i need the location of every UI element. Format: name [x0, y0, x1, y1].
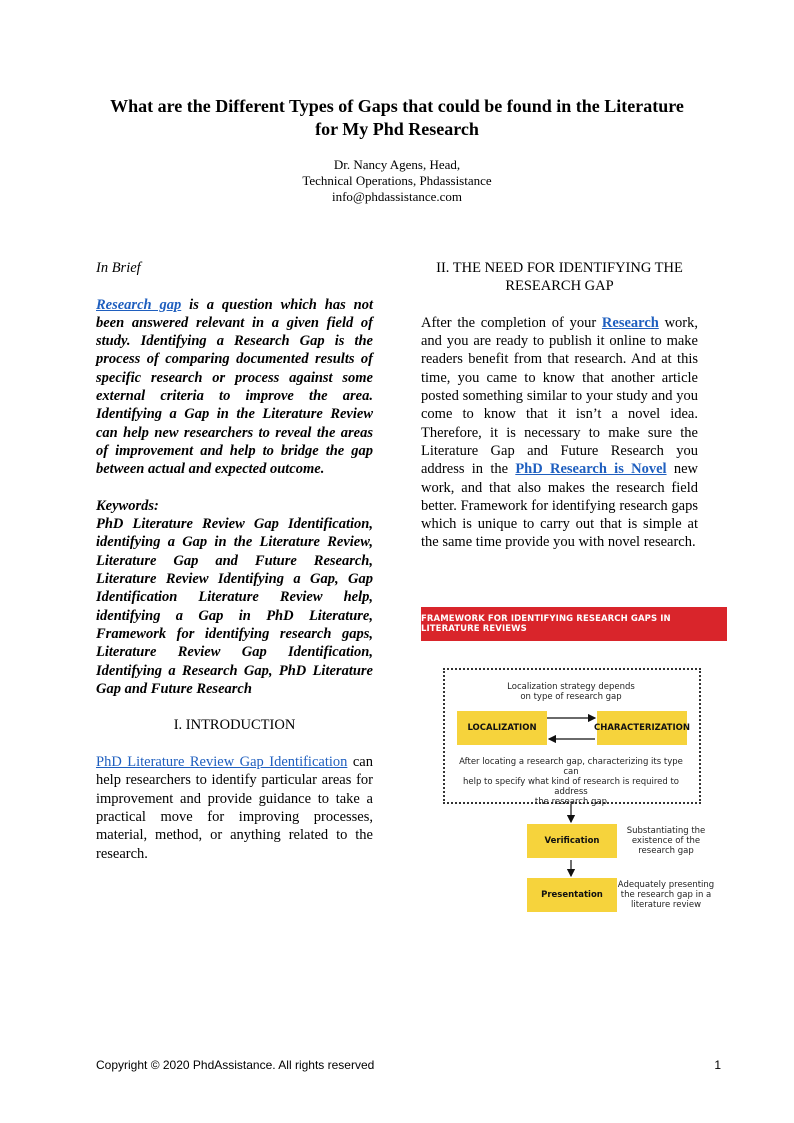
copyright-text: Copyright © 2020 PhdAssistance. All rights reserved	[96, 1058, 375, 1072]
right-column	[421, 259, 698, 552]
need-heading-line-1: II. THE NEED FOR IDENTIFYING THE	[436, 260, 683, 276]
framework-figure	[421, 607, 727, 917]
characterization-box: CHARACTERIZATION	[597, 711, 687, 745]
mid-note-line-3: the research gap	[534, 797, 608, 807]
mid-note-line-1: After locating a research gap, characterizing its type can	[459, 757, 683, 777]
page-number: 1	[714, 1058, 721, 1072]
paper-title	[60, 95, 734, 141]
title-line-2: for My Phd Research	[315, 119, 479, 139]
need-text-a: After the completion of your	[421, 314, 602, 331]
title-line-1: What are the Different Types of Gaps that could be found in the Literature	[110, 96, 684, 116]
mid-note-line-2: help to specify what kind of research is required to address	[462, 777, 680, 797]
verification-note-line-3: research gap	[638, 846, 694, 856]
introduction-text: can help researchers to identify particular areas for improvement and provide guidance to take a practical move for improving processes, material, method, or anything related to the research.	[96, 754, 373, 862]
author-block	[60, 157, 734, 205]
verification-note	[621, 826, 711, 856]
research-link[interactable]: Research	[601, 314, 659, 331]
verification-note-line-2: existence of the	[631, 836, 701, 846]
presentation-note	[617, 880, 715, 910]
brief-paragraph	[96, 296, 373, 479]
phd-research-novel-link[interactable]: PhD Research is Novel	[515, 461, 667, 478]
brief-heading: In Brief	[96, 260, 141, 276]
gap-identification-link[interactable]: PhD Literature Review Gap Identification	[96, 754, 348, 771]
figure-banner: FRAMEWORK FOR IDENTIFYING RESEARCH GAPS IN LITERATURE REVIEWS	[421, 607, 727, 641]
page-footer	[96, 1058, 721, 1072]
verification-box: Verification	[527, 824, 617, 858]
author-affiliation: Technical Operations, Phdassistance	[302, 173, 492, 188]
keywords-text: PhD Literature Review Gap Identification, identifying a Gap in the Literature Review, Literature Gap and Future Research, Literature Review Identifying a Gap, Gap Identification Literature Review help, identifying a Gap in PhD Literature, Framework for identifying research gaps, Literature Review Gap Identification, Identifying a Research Gap, PhD Literature Gap and Future Research	[96, 516, 373, 697]
keywords-heading: Keywords:	[96, 497, 159, 514]
top-note-line-1: Localization strategy depends	[507, 682, 635, 692]
introduction-paragraph	[96, 753, 373, 863]
research-gap-link[interactable]: Research gap	[96, 296, 182, 313]
need-heading	[421, 259, 698, 296]
localization-box: LOCALIZATION	[457, 711, 547, 745]
need-heading-line-2: RESEARCH GAP	[505, 278, 614, 295]
need-text-b: work, and you are ready to publish it online to make readers benefit from that research. And at this time, you came to know that another article posted something similar to your study and you come to know that it isn’t a novel idea. Therefore, it is necessary to make sure the Literature Gap and Future Research you address in the	[421, 314, 698, 478]
presentation-box: Presentation	[527, 878, 617, 912]
left-column	[96, 259, 373, 863]
verification-note-line-1: Substantiating the	[626, 826, 706, 836]
presentation-note-line-1: Adequately presenting	[617, 880, 715, 890]
brief-text: is a question which has not been answered relevant in a given field of study. Identifying a Research Gap is the process of comparing documented results of specific research or process against some external criteria to improve the area. Identifying a Gap in the Literature Review can help new researchers to reveal the areas of improvement and help to bridge the gap between actual and expected outcome.	[96, 296, 373, 478]
author-email: info@phdassistance.com	[331, 189, 463, 204]
characterization-note	[453, 757, 689, 807]
need-text-c: new work, and that also makes the research field better. Framework for identifying research gaps which is unique to carry out that is simple at the same time provide you with novel research.	[421, 461, 698, 551]
presentation-note-line-2: the research gap in a	[620, 890, 712, 900]
introduction-heading: I. INTRODUCTION	[173, 717, 296, 734]
author-name: Dr. Nancy Agens, Head,	[333, 157, 461, 172]
need-paragraph	[421, 314, 698, 552]
presentation-note-line-3: literature review	[630, 900, 702, 910]
top-note-line-2: on type of research gap	[520, 692, 622, 702]
